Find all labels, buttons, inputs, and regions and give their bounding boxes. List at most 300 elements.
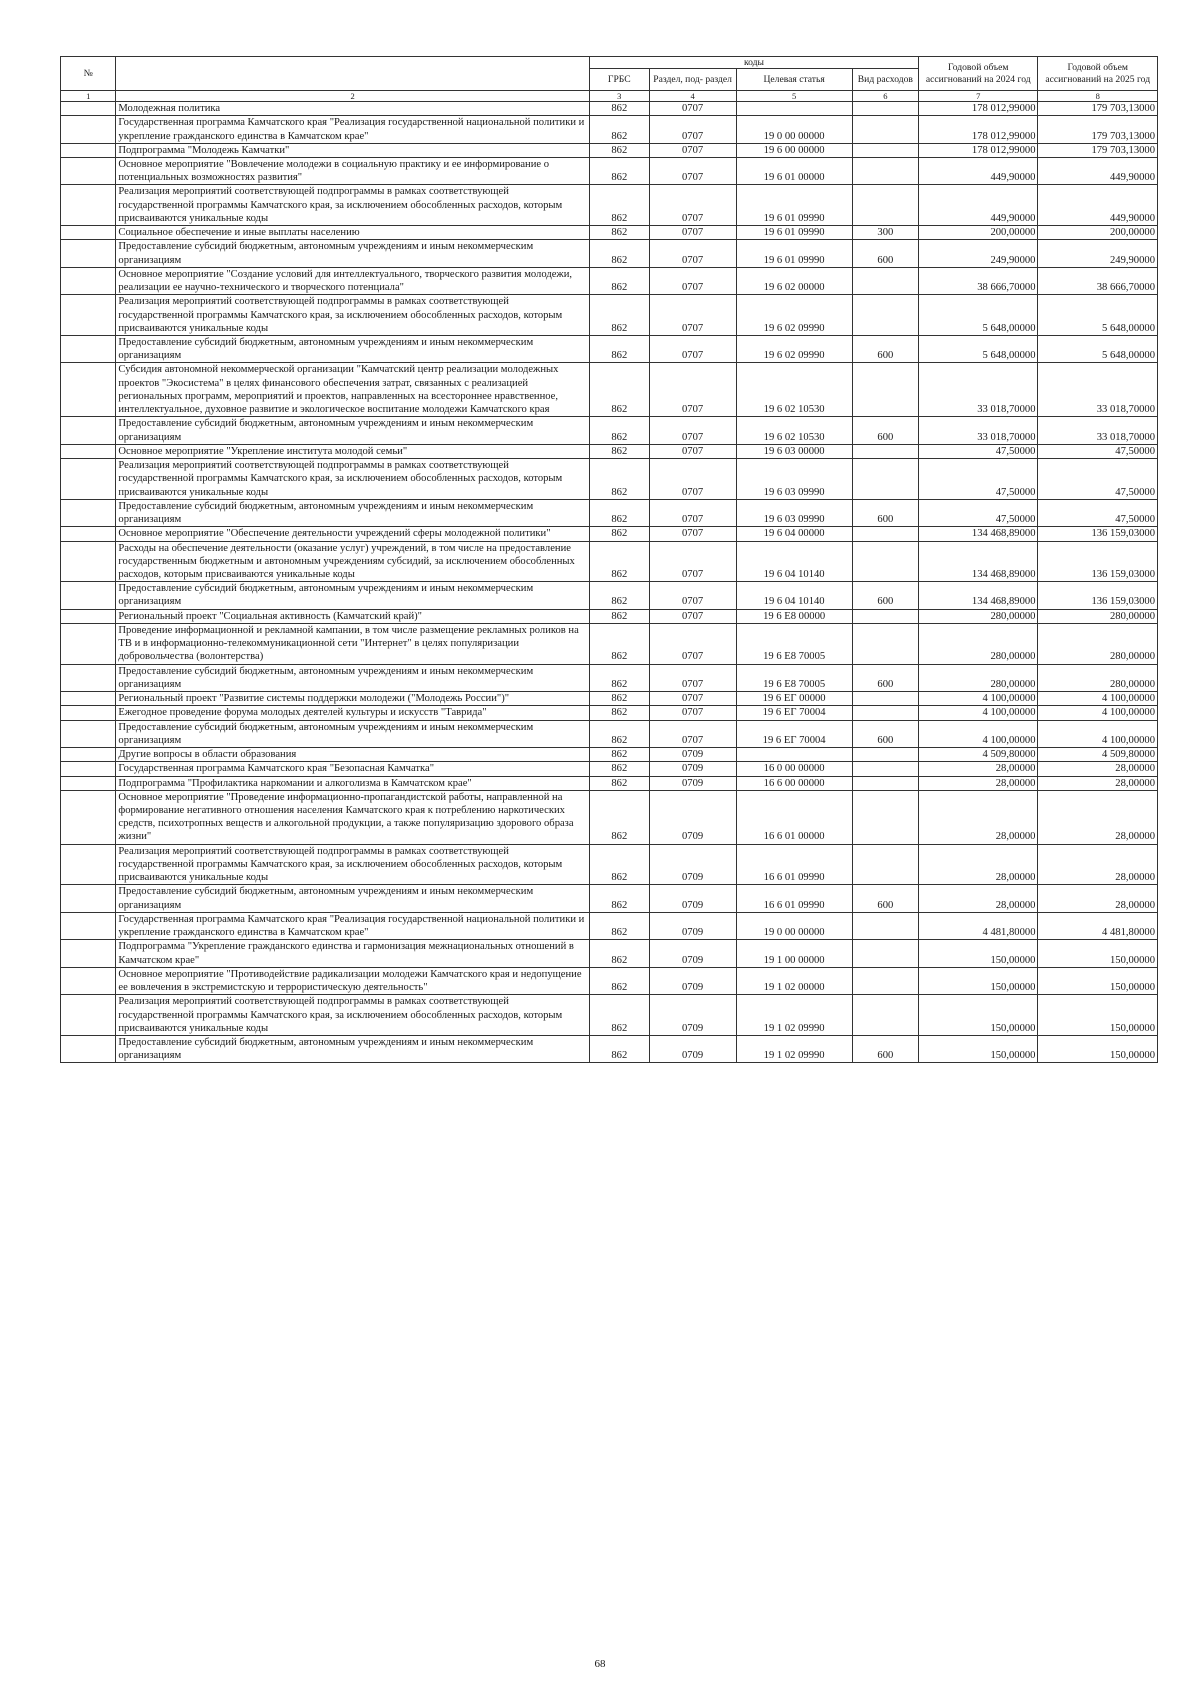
header-codes: коды — [589, 57, 918, 69]
row-name-cell: Социальное обеспечение и иные выплаты населению — [116, 226, 590, 240]
table-row — [61, 363, 1158, 417]
row-name-cell: Государственная программа Камчатского края "Безопасная Камчатка" — [116, 762, 590, 776]
amount-2024-cell: 38 666,70000 — [919, 267, 1038, 294]
target-cell: 19 6 EГ 70004 — [736, 706, 852, 720]
row-number-cell — [61, 267, 116, 294]
row-number-cell — [61, 116, 116, 143]
section-cell: 0707 — [649, 459, 736, 500]
target-cell: 19 0 00 00000 — [736, 116, 852, 143]
amount-2025-cell: 150,00000 — [1038, 940, 1158, 967]
amount-2024-cell: 28,00000 — [919, 790, 1038, 844]
expense-type-cell — [852, 748, 918, 762]
section-cell: 0707 — [649, 582, 736, 609]
expense-type-cell — [852, 967, 918, 994]
amount-2025-cell: 28,00000 — [1038, 776, 1158, 790]
grbs-cell: 862 — [589, 295, 649, 336]
section-cell: 0707 — [649, 706, 736, 720]
expense-type-cell: 600 — [852, 664, 918, 691]
row-number-cell — [61, 623, 116, 664]
section-cell: 0707 — [649, 226, 736, 240]
row-name-cell: Основное мероприятие "Проведение информационно-пропагандистской работы, направленной на формирование негативного отношения населения Камчатского края к потреблению наркотических средств, психотропных веществ и алкогольной продукции, а также популяризацию здорового образа жизни" — [116, 790, 590, 844]
table-row — [61, 143, 1158, 157]
section-cell: 0709 — [649, 995, 736, 1036]
row-name-cell: Региональный проект "Развитие системы поддержки молодежи ("Молодежь России")" — [116, 692, 590, 706]
row-name-cell: Основное мероприятие "Укрепление института молодой семьи" — [116, 444, 590, 458]
row-name-cell: Предоставление субсидий бюджетным, автономным учреждениям и иным некоммерческим организациям — [116, 885, 590, 912]
section-cell: 0707 — [649, 541, 736, 582]
amount-2024-cell: 249,90000 — [919, 240, 1038, 267]
header-amount-2025: Годовой объем ассигнований на 2025 год — [1038, 57, 1158, 91]
amount-2025-cell: 4 100,00000 — [1038, 706, 1158, 720]
section-cell: 0707 — [649, 336, 736, 363]
expense-type-cell — [852, 143, 918, 157]
grbs-cell: 862 — [589, 582, 649, 609]
row-number-cell — [61, 692, 116, 706]
header-amount-2024: Годовой объем ассигнований на 2024 год — [919, 57, 1038, 91]
amount-2024-cell: 178 012,99000 — [919, 102, 1038, 116]
amount-2025-cell: 4 100,00000 — [1038, 720, 1158, 747]
expense-type-cell: 600 — [852, 1035, 918, 1062]
amount-2025-cell: 150,00000 — [1038, 1035, 1158, 1062]
section-cell: 0707 — [649, 185, 736, 226]
section-cell: 0707 — [649, 499, 736, 526]
table-row — [61, 459, 1158, 500]
target-cell: 16 6 00 00000 — [736, 776, 852, 790]
section-cell: 0709 — [649, 790, 736, 844]
expense-type-cell — [852, 102, 918, 116]
section-cell: 0709 — [649, 885, 736, 912]
table-row — [61, 609, 1158, 623]
amount-2024-cell: 449,90000 — [919, 185, 1038, 226]
expense-type-cell — [852, 995, 918, 1036]
table-row — [61, 885, 1158, 912]
amount-2024-cell: 150,00000 — [919, 940, 1038, 967]
amount-2025-cell: 136 159,03000 — [1038, 582, 1158, 609]
expense-type-cell: 600 — [852, 885, 918, 912]
row-name-cell: Подпрограмма "Профилактика наркомании и алкоголизма в Камчатском крае" — [116, 776, 590, 790]
row-number-cell — [61, 444, 116, 458]
table-header — [61, 57, 1158, 91]
expense-type-cell — [852, 609, 918, 623]
grbs-cell: 862 — [589, 609, 649, 623]
section-cell: 0707 — [649, 692, 736, 706]
header-name — [116, 57, 590, 91]
grbs-cell: 862 — [589, 940, 649, 967]
row-name-cell: Региональный проект "Социальная активность (Камчатский край)" — [116, 609, 590, 623]
grbs-cell: 862 — [589, 706, 649, 720]
row-name-cell: Предоставление субсидий бюджетным, автономным учреждениям и иным некоммерческим организациям — [116, 582, 590, 609]
expense-type-cell — [852, 706, 918, 720]
section-cell: 0709 — [649, 748, 736, 762]
section-cell: 0709 — [649, 940, 736, 967]
section-cell: 0707 — [649, 527, 736, 541]
row-number-cell — [61, 185, 116, 226]
target-cell: 19 6 EГ 00000 — [736, 692, 852, 706]
row-number-cell — [61, 912, 116, 939]
amount-2024-cell: 28,00000 — [919, 762, 1038, 776]
amount-2025-cell: 5 648,00000 — [1038, 336, 1158, 363]
table-row — [61, 295, 1158, 336]
row-number-cell — [61, 844, 116, 885]
expense-type-cell: 600 — [852, 499, 918, 526]
table-row — [61, 967, 1158, 994]
table-row — [61, 185, 1158, 226]
grbs-cell: 862 — [589, 116, 649, 143]
row-number-cell — [61, 940, 116, 967]
expense-type-cell — [852, 116, 918, 143]
target-cell: 19 6 01 00000 — [736, 157, 852, 184]
amount-2025-cell: 136 159,03000 — [1038, 527, 1158, 541]
row-name-cell: Предоставление субсидий бюджетным, автономным учреждениям и иным некоммерческим организациям — [116, 664, 590, 691]
row-name-cell: Реализация мероприятий соответствующей подпрограммы в рамках соответствующей государственной программы Камчатского края, за исключением обособленных расходов, которым присваиваются уникальные коды — [116, 295, 590, 336]
target-cell: 19 6 04 00000 — [736, 527, 852, 541]
target-cell: 19 6 E8 00000 — [736, 609, 852, 623]
expense-type-cell — [852, 267, 918, 294]
amount-2025-cell: 47,50000 — [1038, 499, 1158, 526]
header-expense-type: Вид расходов — [852, 69, 918, 91]
header-target: Целевая статья — [736, 69, 852, 91]
row-number-cell — [61, 582, 116, 609]
column-number: 2 — [116, 91, 590, 102]
amount-2025-cell: 38 666,70000 — [1038, 267, 1158, 294]
grbs-cell: 862 — [589, 748, 649, 762]
amount-2025-cell: 150,00000 — [1038, 995, 1158, 1036]
row-name-cell: Предоставление субсидий бюджетным, автономным учреждениям и иным некоммерческим организациям — [116, 417, 590, 444]
table-row — [61, 762, 1158, 776]
table-row — [61, 499, 1158, 526]
amount-2025-cell: 47,50000 — [1038, 444, 1158, 458]
row-name-cell: Реализация мероприятий соответствующей подпрограммы в рамках соответствующей государственной программы Камчатского края, за исключением обособленных расходов, которым присваиваются уникальные коды — [116, 185, 590, 226]
amount-2024-cell: 47,50000 — [919, 459, 1038, 500]
table-row — [61, 692, 1158, 706]
amount-2025-cell: 4 481,80000 — [1038, 912, 1158, 939]
target-cell: 16 0 00 00000 — [736, 762, 852, 776]
expense-type-cell — [852, 185, 918, 226]
expense-type-cell — [852, 623, 918, 664]
amount-2025-cell: 200,00000 — [1038, 226, 1158, 240]
grbs-cell: 862 — [589, 417, 649, 444]
row-number-cell — [61, 776, 116, 790]
grbs-cell: 862 — [589, 336, 649, 363]
section-cell: 0707 — [649, 295, 736, 336]
row-name-cell: Ежегодное проведение форума молодых деятелей культуры и искусств "Таврида" — [116, 706, 590, 720]
row-name-cell: Расходы на обеспечение деятельности (оказание услуг) учреждений, в том числе на предоставление государственным бюджетным и автономным учреждениям субсидий, за исключением обособленных расходов, которым присваиваются уникальные коды — [116, 541, 590, 582]
grbs-cell: 862 — [589, 623, 649, 664]
row-name-cell: Подпрограмма "Укрепление гражданского единства и гармонизация межнациональных отношений в Камчатском крае" — [116, 940, 590, 967]
section-cell: 0709 — [649, 912, 736, 939]
row-name-cell: Предоставление субсидий бюджетным, автономным учреждениям и иным некоммерческим организациям — [116, 1035, 590, 1062]
amount-2024-cell: 28,00000 — [919, 885, 1038, 912]
target-cell: 19 6 00 00000 — [736, 143, 852, 157]
amount-2025-cell: 5 648,00000 — [1038, 295, 1158, 336]
expense-type-cell — [852, 790, 918, 844]
row-number-cell — [61, 1035, 116, 1062]
table-row — [61, 720, 1158, 747]
table-row — [61, 582, 1158, 609]
expense-type-cell: 300 — [852, 226, 918, 240]
target-cell: 19 6 04 10140 — [736, 541, 852, 582]
amount-2024-cell: 47,50000 — [919, 444, 1038, 458]
row-name-cell: Молодежная политика — [116, 102, 590, 116]
target-cell: 19 6 03 09990 — [736, 459, 852, 500]
amount-2024-cell: 134 468,89000 — [919, 582, 1038, 609]
table-row — [61, 116, 1158, 143]
target-cell: 19 6 02 00000 — [736, 267, 852, 294]
row-name-cell: Реализация мероприятий соответствующей подпрограммы в рамках соответствующей государственной программы Камчатского края, за исключением обособленных расходов, которым присваиваются уникальные коды — [116, 459, 590, 500]
expense-type-cell — [852, 692, 918, 706]
row-name-cell: Субсидия автономной некоммерческой организации "Камчатский центр реализации молодежных проектов "Экосистема" в целях финансового обеспечения затрат, связанных с реализацией региональных программ, мероприятий и проектов, направленных на всестороннее нравственное, интеллектуальное, духовное развитие и экологическое воспитание молодежи Камчатского края — [116, 363, 590, 417]
row-name-cell: Государственная программа Камчатского края "Реализация государственной национальной политики и укрепление гражданского единства в Камчатском крае" — [116, 116, 590, 143]
section-cell: 0707 — [649, 664, 736, 691]
section-cell: 0707 — [649, 240, 736, 267]
row-number-cell — [61, 664, 116, 691]
target-cell: 19 1 02 09990 — [736, 995, 852, 1036]
row-number-cell — [61, 706, 116, 720]
section-cell: 0707 — [649, 417, 736, 444]
column-number: 3 — [589, 91, 649, 102]
expense-type-cell: 600 — [852, 720, 918, 747]
row-number-cell — [61, 363, 116, 417]
row-number-cell — [61, 790, 116, 844]
table-row — [61, 226, 1158, 240]
table-row — [61, 336, 1158, 363]
amount-2024-cell: 5 648,00000 — [919, 295, 1038, 336]
grbs-cell: 862 — [589, 692, 649, 706]
grbs-cell: 862 — [589, 499, 649, 526]
grbs-cell: 862 — [589, 995, 649, 1036]
expense-type-cell: 600 — [852, 417, 918, 444]
section-cell: 0709 — [649, 844, 736, 885]
amount-2024-cell: 150,00000 — [919, 967, 1038, 994]
target-cell: 19 6 01 09990 — [736, 226, 852, 240]
target-cell: 19 6 03 09990 — [736, 499, 852, 526]
expense-type-cell — [852, 844, 918, 885]
table-row — [61, 844, 1158, 885]
expense-type-cell — [852, 363, 918, 417]
section-cell: 0707 — [649, 157, 736, 184]
row-name-cell: Проведение информационной и рекламной кампании, в том числе размещение рекламных роликов на ТВ и в информационно-телекоммуникационной сети "Интернет" в целях популяризации добровольчества (волонтерства) — [116, 623, 590, 664]
row-number-cell — [61, 748, 116, 762]
target-cell: 16 6 01 09990 — [736, 885, 852, 912]
grbs-cell: 862 — [589, 157, 649, 184]
section-cell: 0707 — [649, 116, 736, 143]
expense-type-cell: 600 — [852, 336, 918, 363]
target-cell — [736, 748, 852, 762]
target-cell: 19 6 02 09990 — [736, 336, 852, 363]
row-number-cell — [61, 499, 116, 526]
table-row — [61, 417, 1158, 444]
table-row — [61, 748, 1158, 762]
row-name-cell: Основное мероприятие "Обеспечение деятельности учреждений сферы молодежной политики" — [116, 527, 590, 541]
amount-2025-cell: 28,00000 — [1038, 790, 1158, 844]
target-cell: 19 6 01 09990 — [736, 240, 852, 267]
grbs-cell: 862 — [589, 664, 649, 691]
grbs-cell: 862 — [589, 459, 649, 500]
amount-2024-cell: 4 100,00000 — [919, 706, 1038, 720]
row-number-cell — [61, 157, 116, 184]
table-row — [61, 706, 1158, 720]
table-row — [61, 995, 1158, 1036]
amount-2024-cell: 280,00000 — [919, 623, 1038, 664]
column-number: 8 — [1038, 91, 1158, 102]
row-number-cell — [61, 102, 116, 116]
amount-2024-cell: 5 648,00000 — [919, 336, 1038, 363]
header-section: Раздел, под- раздел — [649, 69, 736, 91]
target-cell: 19 6 01 09990 — [736, 185, 852, 226]
expense-type-cell: 600 — [852, 240, 918, 267]
table-row — [61, 664, 1158, 691]
section-cell: 0707 — [649, 267, 736, 294]
target-cell — [736, 102, 852, 116]
amount-2024-cell: 4 100,00000 — [919, 692, 1038, 706]
grbs-cell: 862 — [589, 185, 649, 226]
row-number-cell — [61, 609, 116, 623]
target-cell: 19 6 02 10530 — [736, 363, 852, 417]
row-name-cell: Основное мероприятие "Создание условий для интеллектуального, творческого развития молодежи, реализации ее научно-технического и творческого потенциала" — [116, 267, 590, 294]
expense-type-cell — [852, 940, 918, 967]
table-row — [61, 940, 1158, 967]
table-row — [61, 912, 1158, 939]
expense-type-cell — [852, 912, 918, 939]
row-number-cell — [61, 295, 116, 336]
row-name-cell: Подпрограмма "Молодежь Камчатки" — [116, 143, 590, 157]
section-cell: 0709 — [649, 1035, 736, 1062]
target-cell: 19 1 00 00000 — [736, 940, 852, 967]
amount-2025-cell: 33 018,70000 — [1038, 363, 1158, 417]
amount-2024-cell: 4 100,00000 — [919, 720, 1038, 747]
header-number: № — [61, 57, 116, 91]
target-cell: 19 6 04 10140 — [736, 582, 852, 609]
grbs-cell: 862 — [589, 844, 649, 885]
expense-type-cell — [852, 444, 918, 458]
amount-2024-cell: 178 012,99000 — [919, 143, 1038, 157]
column-number: 6 — [852, 91, 918, 102]
grbs-cell: 862 — [589, 102, 649, 116]
grbs-cell: 862 — [589, 226, 649, 240]
column-number: 7 — [919, 91, 1038, 102]
amount-2024-cell: 4 481,80000 — [919, 912, 1038, 939]
row-number-cell — [61, 226, 116, 240]
target-cell: 19 0 00 00000 — [736, 912, 852, 939]
column-number: 1 — [61, 91, 116, 102]
amount-2024-cell: 47,50000 — [919, 499, 1038, 526]
amount-2024-cell: 449,90000 — [919, 157, 1038, 184]
section-cell: 0707 — [649, 363, 736, 417]
amount-2025-cell: 150,00000 — [1038, 967, 1158, 994]
amount-2025-cell: 280,00000 — [1038, 609, 1158, 623]
amount-2024-cell: 280,00000 — [919, 609, 1038, 623]
target-cell: 19 6 03 00000 — [736, 444, 852, 458]
table-row — [61, 157, 1158, 184]
row-number-cell — [61, 527, 116, 541]
amount-2024-cell: 150,00000 — [919, 1035, 1038, 1062]
row-name-cell: Государственная программа Камчатского края "Реализация государственной национальной политики и укрепление гражданского единства в Камчатском крае" — [116, 912, 590, 939]
amount-2025-cell: 28,00000 — [1038, 762, 1158, 776]
amount-2025-cell: 33 018,70000 — [1038, 417, 1158, 444]
expense-type-cell — [852, 157, 918, 184]
amount-2025-cell: 28,00000 — [1038, 885, 1158, 912]
section-cell: 0709 — [649, 776, 736, 790]
section-cell: 0707 — [649, 143, 736, 157]
grbs-cell: 862 — [589, 912, 649, 939]
row-name-cell: Предоставление субсидий бюджетным, автономным учреждениям и иным некоммерческим организациям — [116, 499, 590, 526]
target-cell: 19 6 E8 70005 — [736, 623, 852, 664]
row-number-cell — [61, 541, 116, 582]
table-row — [61, 623, 1158, 664]
amount-2025-cell: 136 159,03000 — [1038, 541, 1158, 582]
row-number-cell — [61, 995, 116, 1036]
expense-type-cell — [852, 776, 918, 790]
row-name-cell: Реализация мероприятий соответствующей подпрограммы в рамках соответствующей государственной программы Камчатского края, за исключением обособленных расходов, которым присваиваются уникальные коды — [116, 844, 590, 885]
table-row — [61, 444, 1158, 458]
target-cell: 16 6 01 00000 — [736, 790, 852, 844]
row-name-cell: Основное мероприятие "Вовлечение молодежи в социальную практику и ее информирование о потенциальных возможностях развития" — [116, 157, 590, 184]
expense-type-cell — [852, 295, 918, 336]
row-name-cell: Основное мероприятие "Противодействие радикализации молодежи Камчатского края и недопущение ее вовлечения в экстремистскую и террористическую деятельность" — [116, 967, 590, 994]
amount-2024-cell: 28,00000 — [919, 844, 1038, 885]
row-number-cell — [61, 143, 116, 157]
row-number-cell — [61, 417, 116, 444]
amount-2025-cell: 249,90000 — [1038, 240, 1158, 267]
section-cell: 0707 — [649, 609, 736, 623]
expense-type-cell — [852, 459, 918, 500]
amount-2024-cell: 134 468,89000 — [919, 527, 1038, 541]
amount-2025-cell: 280,00000 — [1038, 623, 1158, 664]
section-cell: 0707 — [649, 720, 736, 747]
grbs-cell: 862 — [589, 541, 649, 582]
table-row — [61, 102, 1158, 116]
grbs-cell: 862 — [589, 267, 649, 294]
grbs-cell: 862 — [589, 776, 649, 790]
column-number: 4 — [649, 91, 736, 102]
expense-type-cell — [852, 762, 918, 776]
amount-2025-cell: 449,90000 — [1038, 185, 1158, 226]
row-number-cell — [61, 885, 116, 912]
amount-2025-cell: 4 509,80000 — [1038, 748, 1158, 762]
amount-2024-cell: 33 018,70000 — [919, 417, 1038, 444]
amount-2024-cell: 33 018,70000 — [919, 363, 1038, 417]
target-cell: 19 6 02 09990 — [736, 295, 852, 336]
target-cell: 16 6 01 09990 — [736, 844, 852, 885]
amount-2025-cell: 179 703,13000 — [1038, 143, 1158, 157]
amount-2024-cell: 28,00000 — [919, 776, 1038, 790]
table-body — [61, 91, 1158, 1063]
column-number-row — [61, 91, 1158, 102]
amount-2025-cell: 179 703,13000 — [1038, 102, 1158, 116]
column-number: 5 — [736, 91, 852, 102]
page-number: 68 — [594, 1658, 606, 1670]
grbs-cell: 862 — [589, 790, 649, 844]
target-cell: 19 6 EГ 70004 — [736, 720, 852, 747]
row-number-cell — [61, 240, 116, 267]
amount-2025-cell: 280,00000 — [1038, 664, 1158, 691]
budget-table — [60, 56, 1158, 1063]
section-cell: 0707 — [649, 102, 736, 116]
target-cell: 19 6 02 10530 — [736, 417, 852, 444]
grbs-cell: 862 — [589, 885, 649, 912]
table-row — [61, 527, 1158, 541]
row-number-cell — [61, 720, 116, 747]
expense-type-cell: 600 — [852, 582, 918, 609]
header-grbs: ГРБС — [589, 69, 649, 91]
table-row — [61, 1035, 1158, 1062]
table-row — [61, 776, 1158, 790]
section-cell: 0707 — [649, 623, 736, 664]
amount-2025-cell: 4 100,00000 — [1038, 692, 1158, 706]
amount-2024-cell: 134 468,89000 — [919, 541, 1038, 582]
grbs-cell: 862 — [589, 240, 649, 267]
target-cell: 19 1 02 09990 — [736, 1035, 852, 1062]
